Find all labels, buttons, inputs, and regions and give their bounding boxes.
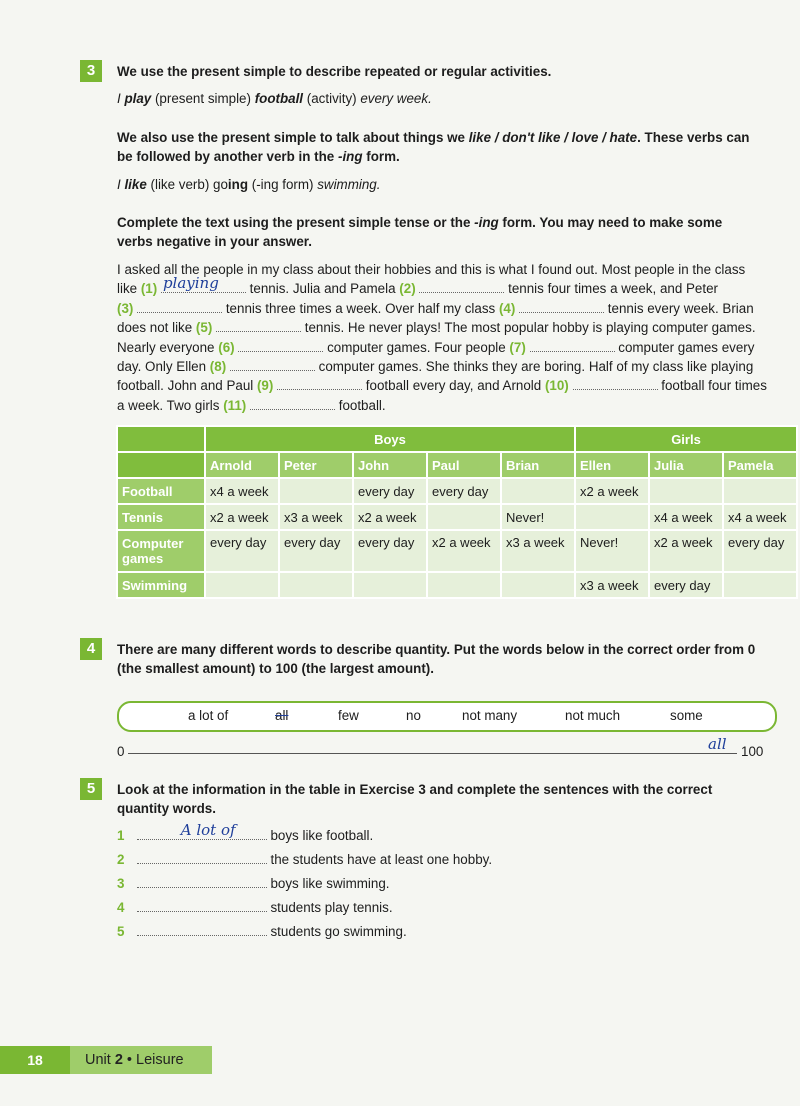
name-header: Paul: [427, 452, 501, 478]
word-not-much: not much: [565, 708, 621, 723]
scale-line[interactable]: [128, 753, 737, 754]
ex3-instruction: Complete the text using the present simple tense or the -ing form. You may need to make some verbs negative in your answer.: [117, 215, 723, 250]
table-cell: every day: [427, 478, 501, 504]
ex5-gap-4[interactable]: [137, 898, 267, 912]
boys-header: Boys: [205, 426, 575, 452]
name-header: Brian: [501, 452, 575, 478]
ex5-item: 2 the students have at least one hobby.: [117, 852, 493, 867]
table-cell: x3 a week: [501, 530, 575, 572]
ex5-gap-1[interactable]: [137, 820, 267, 840]
gap-6[interactable]: [238, 338, 323, 352]
gap-1[interactable]: [161, 274, 246, 293]
table-cell: [723, 478, 797, 504]
name-header: John: [353, 452, 427, 478]
ex5-item: 1 A lot of boys like football.: [117, 820, 374, 843]
ex3-gap-text: I asked all the people in my class about their hobbies and this is what I found out. Most people in the class like (1) playing tennis. Julia and Pamela (2) tennis four times a week, and Peter (3) tennis three times a week. Over half my class (4) tennis every week. Brian does not like (5) tennis. He never plays! The most popular hobby is playing computer games. Nearly everyone (6) computer games. Four people (7) computer games every day. Only Ellen (8) computer games. She thinks they are boring. Half of my class like playing football. John and Paul (9) football every day, and Arnold (10) football four times a week. Two girls (11) football.: [117, 262, 767, 413]
exercise-3-number: 3: [80, 60, 102, 82]
gap-1-answer: playing: [162, 274, 219, 292]
ex5-instruction: Look at the information in the table in Exercise 3 and complete the sentences with the correct quantity words.: [117, 782, 713, 817]
table-cell: [353, 572, 427, 598]
exercise-4-number: 4: [80, 638, 102, 660]
gap-2[interactable]: [419, 279, 504, 293]
table-corner-2: [117, 452, 205, 478]
table-cell: [427, 504, 501, 530]
gap-10[interactable]: [573, 376, 658, 390]
page-number: 18: [0, 1046, 70, 1074]
ex3-example-2: I like (like verb) going (-ing form) swimming.: [117, 177, 381, 192]
ex5-gap-3[interactable]: [137, 874, 267, 888]
scale-start: 0: [117, 744, 125, 759]
table-cell: [205, 572, 279, 598]
word-few: few: [338, 708, 359, 723]
ex5-item: 5 students go swimming.: [117, 924, 407, 939]
gap-4[interactable]: [519, 299, 604, 313]
table-cell: [501, 478, 575, 504]
table-cell: [649, 478, 723, 504]
gap-3[interactable]: [137, 299, 222, 313]
ex5-gap-5[interactable]: [137, 922, 267, 936]
word-all-crossed: all: [275, 708, 289, 723]
name-header: Peter: [279, 452, 353, 478]
ex5-answer-1: A lot of: [180, 820, 236, 839]
table-cell: x2 a week: [205, 504, 279, 530]
scale-end: 100: [741, 744, 764, 759]
girls-header: Girls: [575, 426, 797, 452]
word-a-lot-of: a lot of: [188, 708, 229, 723]
gap-5[interactable]: [216, 318, 301, 332]
table-cell: x4 a week: [649, 504, 723, 530]
gap-11[interactable]: [250, 396, 335, 410]
table-cell: [575, 504, 649, 530]
table-cell: every day: [205, 530, 279, 572]
table-cell: x4 a week: [205, 478, 279, 504]
table-cell: [723, 572, 797, 598]
gap-9[interactable]: [277, 376, 362, 390]
table-cell: every day: [353, 478, 427, 504]
word-not-many: not many: [462, 708, 518, 723]
word-no: no: [406, 708, 421, 723]
ex3-rule-2: We also use the present simple to talk about things we like / don't like / love / hate. These verbs can be followed by another verb in the -ing form.: [117, 130, 750, 165]
ex5-item: 3 boys like swimming.: [117, 876, 390, 891]
footer-unit: Unit 2 • Leisure: [85, 1052, 184, 1068]
gap-8[interactable]: [230, 357, 315, 371]
table-cell: Never!: [501, 504, 575, 530]
hobbies-table: [116, 425, 798, 599]
table-cell: every day: [279, 530, 353, 572]
activity-label: Computer games: [117, 530, 205, 572]
word-box: [117, 701, 777, 732]
table-cell: x2 a week: [353, 504, 427, 530]
table-cell: Never!: [575, 530, 649, 572]
table-cell: x4 a week: [723, 504, 797, 530]
table-cell: x3 a week: [279, 504, 353, 530]
table-cell: x2 a week: [427, 530, 501, 572]
activity-label: Swimming: [117, 572, 205, 598]
table-corner: [117, 426, 205, 452]
table-cell: x3 a week: [575, 572, 649, 598]
table-cell: [501, 572, 575, 598]
table-cell: [279, 572, 353, 598]
name-header: Ellen: [575, 452, 649, 478]
name-header: Arnold: [205, 452, 279, 478]
table-cell: every day: [649, 572, 723, 598]
name-header: Pamela: [723, 452, 797, 478]
table-cell: [279, 478, 353, 504]
ex5-gap-2[interactable]: [137, 850, 267, 864]
exercise-5-number: 5: [80, 778, 102, 800]
word-some: some: [670, 708, 703, 723]
table-cell: [427, 572, 501, 598]
ex5-item: 4 students play tennis.: [117, 900, 393, 915]
gap-7[interactable]: [530, 338, 615, 352]
ex3-rule-1: We use the present simple to describe repeated or regular activities.: [117, 64, 552, 79]
activity-label: Football: [117, 478, 205, 504]
scale-answer: all: [708, 735, 727, 753]
ex4-instruction: There are many different words to describe quantity. Put the words below in the correct order from 0 (the smallest amount) to 100 (the largest amount).: [117, 642, 756, 677]
table-cell: x2 a week: [575, 478, 649, 504]
activity-label: Tennis: [117, 504, 205, 530]
name-header: Julia: [649, 452, 723, 478]
table-cell: x2 a week: [649, 530, 723, 572]
table-cell: every day: [353, 530, 427, 572]
table-cell: every day: [723, 530, 797, 572]
ex3-example-1: I play (present simple) football (activity) every week.: [117, 91, 432, 106]
